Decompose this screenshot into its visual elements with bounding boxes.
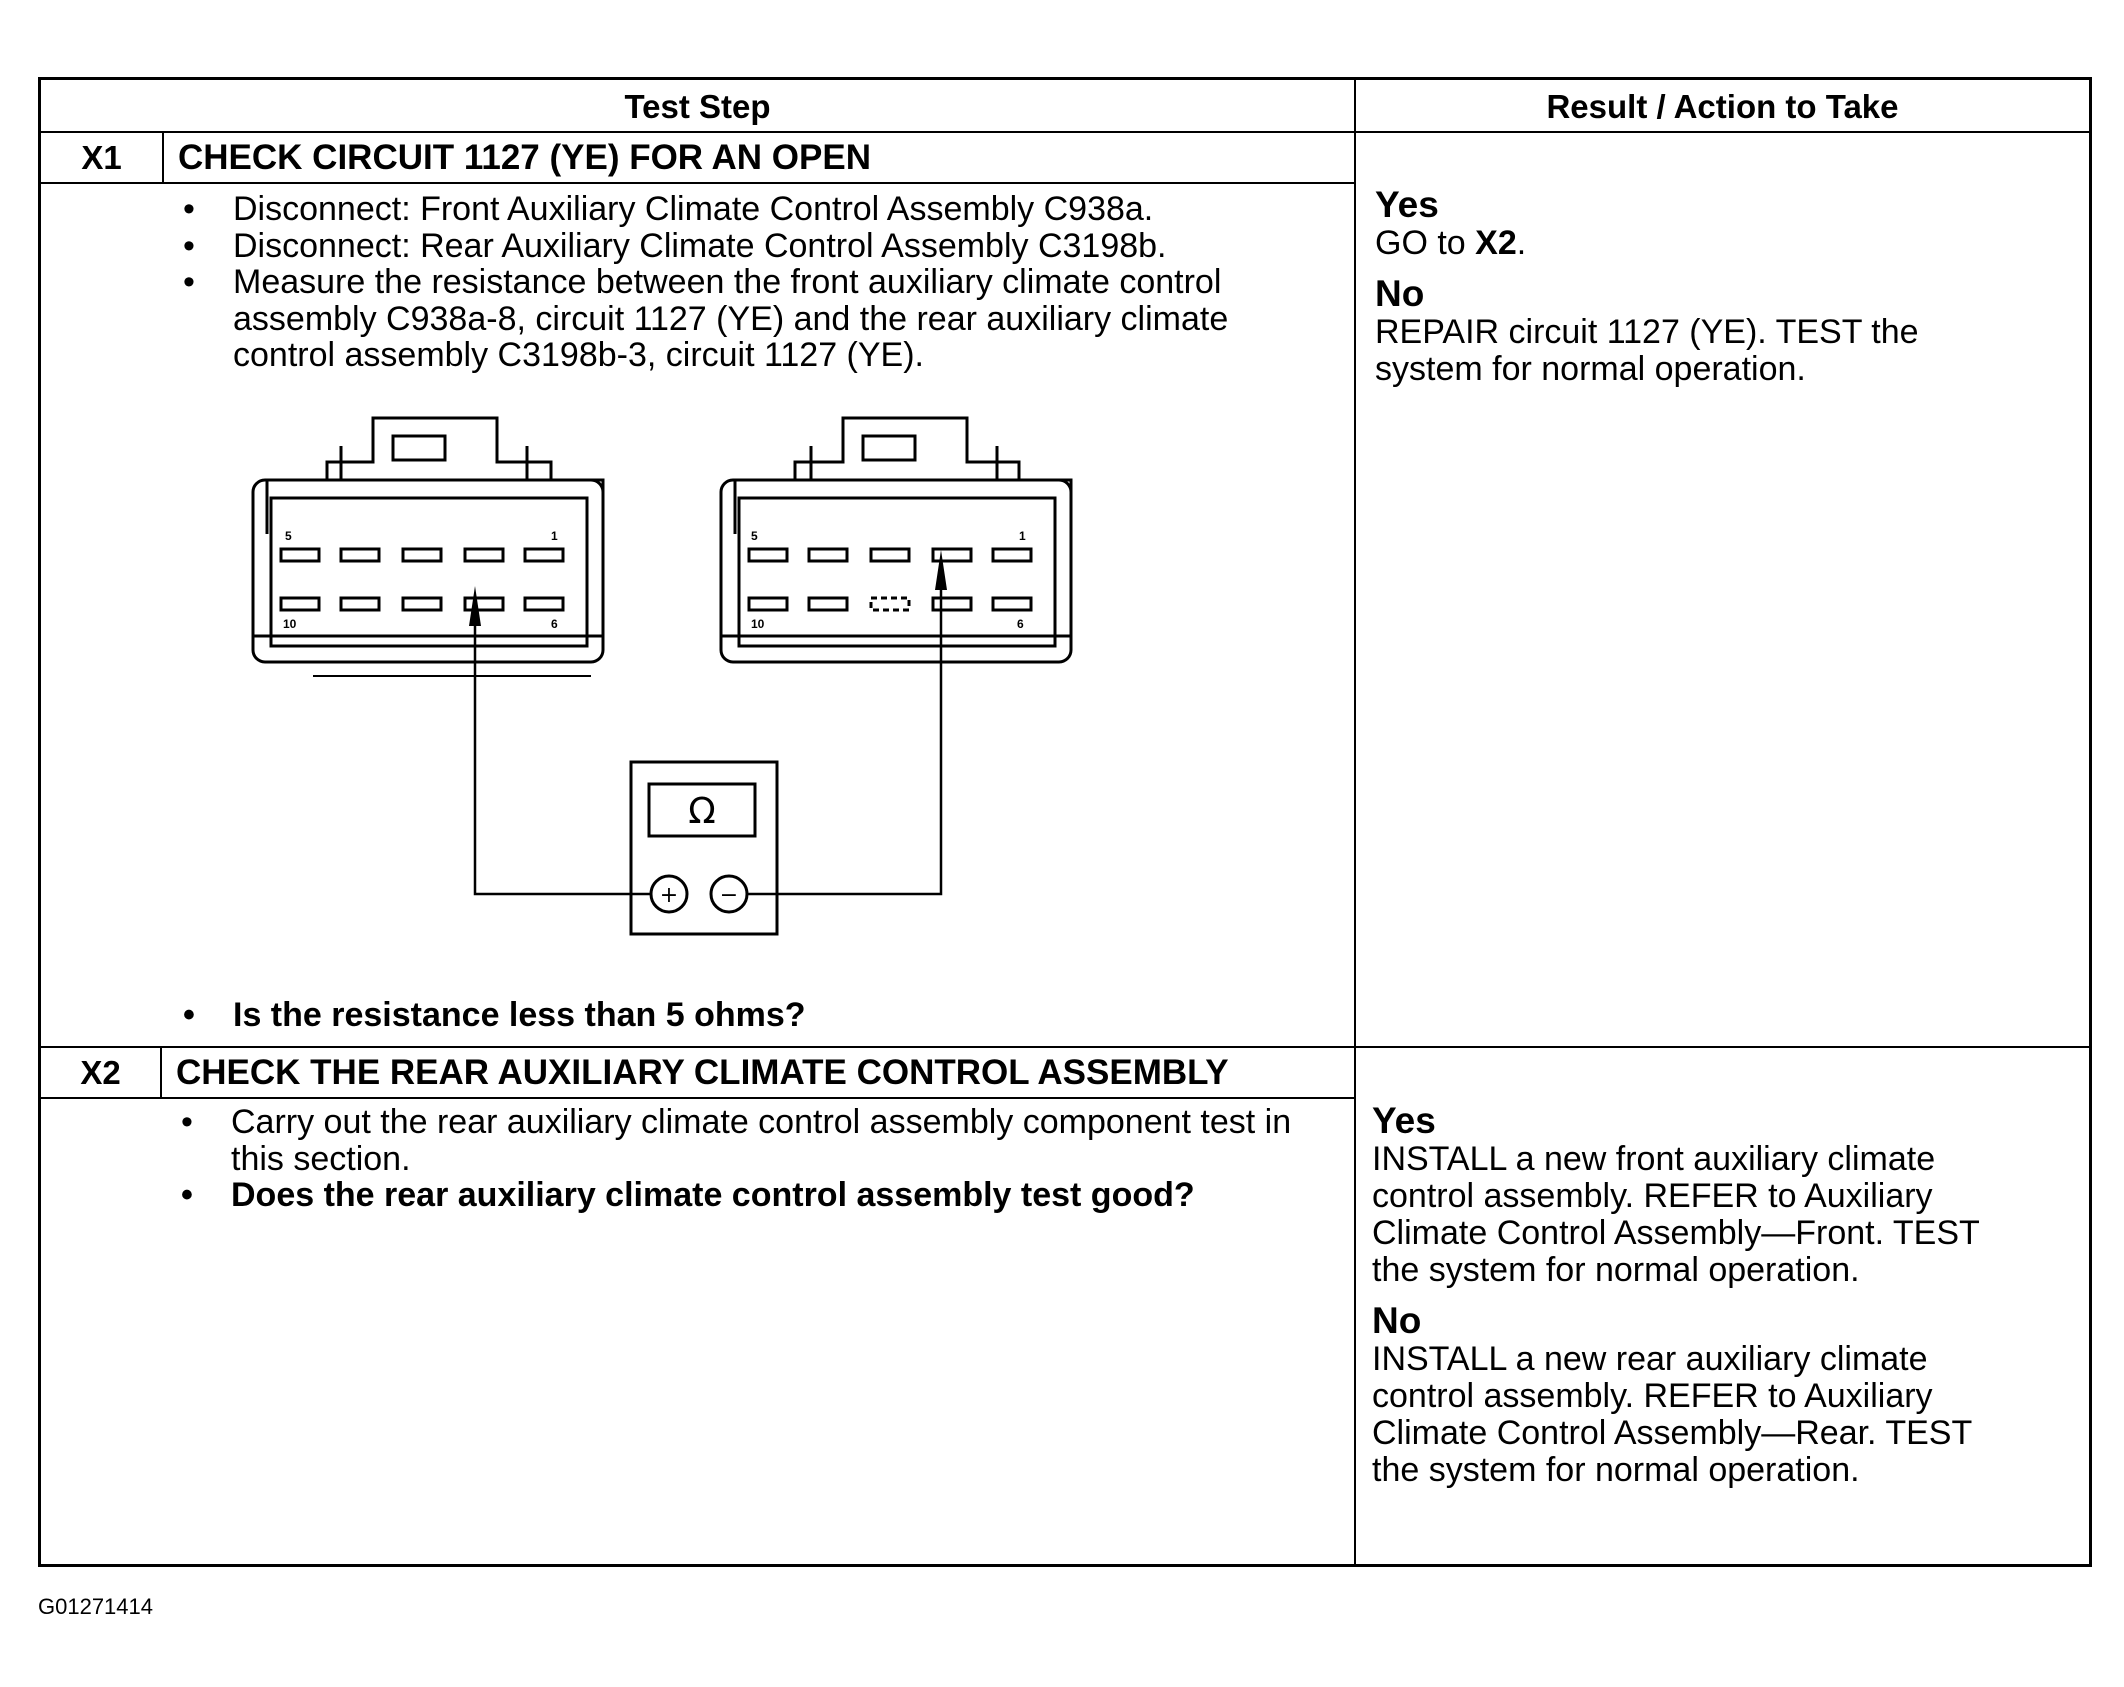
result-no-text: REPAIR circuit 1127 (YE). TEST the system for normal operation. [1375,313,1919,388]
diagnostic-table [38,77,2092,1567]
header-test-step: Test Step [624,87,771,125]
meter-plus-terminal: + [659,883,679,908]
x1-title-underline [41,182,1354,184]
front-connector-pins [281,549,563,610]
pin-label: 1 [551,529,558,543]
x1-instruction-list [177,191,1337,374]
pin-label: 1 [1019,529,1026,543]
front-connector-c938a [253,418,603,676]
list-item: • Measure the resistance between the front auxiliary climate control assembly C938a-8, circuit 1127 (YE) and the rear auxiliary climate control assembly C3198b-3, circuit 1127 (YE). [177,264,1337,374]
result-no-text: INSTALL a new rear auxiliary climate control assembly. REFER to Auxiliary Climate Control Assembly—Rear. TEST the system for normal operation. [1372,1340,1972,1489]
positive-test-lead [475,606,651,894]
figure-code: G01271414 [38,1594,153,1619]
pin-label: 5 [751,529,758,543]
result-yes-text: INSTALL a new front auxiliary climate control assembly. REFER to Auxiliary Climate Control Assembly—Front. TEST the system for normal operation. [1372,1140,1980,1289]
result-yes-text [1375,225,2075,262]
pin-label: 6 [551,617,558,631]
ohmmeter [631,762,777,934]
pin-label: 6 [1017,617,1024,631]
ohm-symbol: Ω [688,791,716,832]
result-no-label: No [1372,1300,1422,1341]
header-result-action: Result / Action to Take [1546,87,1899,125]
list-item: • Disconnect: Front Auxiliary Climate Control Assembly C938a. [177,191,1337,228]
result-no-label: No [1375,273,1425,314]
x1-question [177,997,1337,1034]
result-yes-prefix: GO to [1375,224,1476,262]
x2-results [1372,1101,2012,1501]
x2-id-divider [160,1048,162,1099]
result-yes-label: Yes [1375,184,1439,225]
step-title-x1: CHECK CIRCUIT 1127 (YE) FOR AN OPEN [178,137,871,177]
pin-label: 10 [283,617,297,631]
goto-step-link[interactable]: X2 [1475,224,1517,262]
list-item: • Carry out the rear auxiliary climate control assembly component test in this section. [175,1104,1345,1177]
step-id-x1: X1 [81,138,122,176]
list-item: • Is the resistance less than 5 ohms? [177,997,1337,1034]
x2-instruction-list [175,1104,1345,1214]
x1-id-divider [162,133,164,184]
rear-connector-pins [749,549,1031,610]
result-yes-suffix: . [1516,224,1527,262]
front-probe-tip [469,586,481,626]
step-title-x2: CHECK THE REAR AUXILIARY CLIMATE CONTROL ASSEMBLY [176,1052,1229,1092]
x2-title-underline [41,1097,1354,1099]
meter-minus-terminal: − [719,883,739,908]
list-item: • Does the rear auxiliary climate control assembly test good? [175,1177,1345,1214]
connector-measurement-diagram [251,410,1131,1030]
rear-probe-tip [935,550,947,590]
step-id-x2: X2 [80,1053,121,1091]
pin-label: 5 [285,529,292,543]
vertical-divider [1354,80,1356,1564]
result-yes-label: Yes [1372,1100,1436,1141]
list-item: • Disconnect: Rear Auxiliary Climate Control Assembly C3198b. [177,228,1337,265]
pin-label: 10 [751,617,765,631]
x1-results [1375,185,2075,400]
